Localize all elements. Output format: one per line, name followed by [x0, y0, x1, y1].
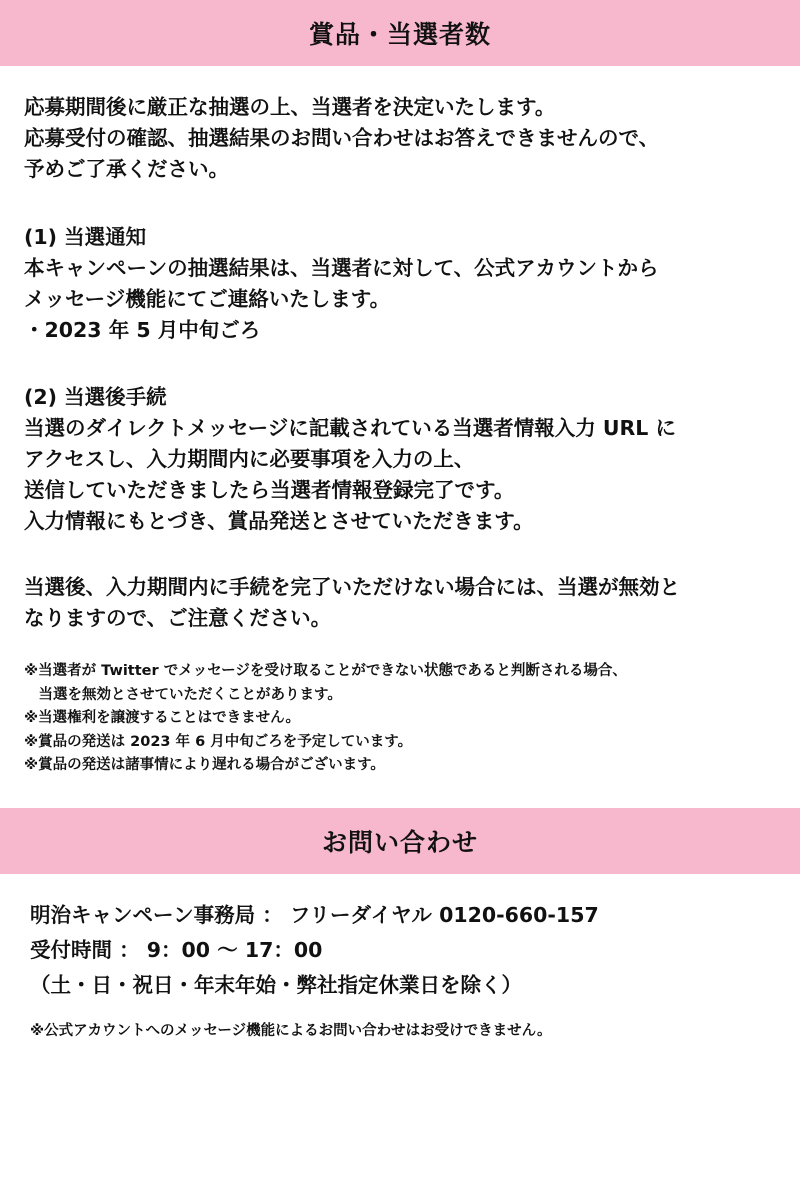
note-line: ※当選権利を譲渡することはできません。	[24, 710, 300, 726]
intro-line: 予めご了承ください。	[24, 157, 229, 181]
notification-date: ・2023 年 5 月中旬ごろ	[24, 318, 261, 342]
note-line: ※当選者が Twitter でメッセージを受け取ることができない状態であると判断される場合、	[24, 663, 627, 679]
intro-line: 応募期間後に厳正な抽選の上、当選者を決定いたします。	[24, 95, 556, 119]
contact-note: ※公式アカウントへのメッセージ機能によるお問い合わせはお受けできません。	[30, 1023, 552, 1039]
contact-hours-line: 受付時間 ： 9：00 ～ 17：00	[30, 938, 323, 962]
note-line: ※賞品の発送は諸事情により遅れる場合がございます。	[24, 757, 385, 773]
warning-block	[24, 572, 794, 634]
contact-section-header	[0, 808, 800, 874]
procedure-block	[24, 382, 794, 537]
procedure-line: 当選のダイレクトメッセージに記載されている当選者情報入力 URL に	[24, 416, 677, 440]
intro-paragraph	[24, 92, 794, 185]
contact-section-title: お問い合わせ	[321, 828, 478, 857]
notification-line: 本キャンペーンの抽選結果は、当選者に対して、公式アカウントから	[24, 256, 659, 280]
notification-block	[24, 222, 794, 346]
contact-office-line: 明治キャンペーン事務局 ： フリーダイヤル 0120-660-157	[30, 903, 599, 927]
intro-line: 応募受付の確認、抽選結果のお問い合わせはお答えできませんので、	[24, 126, 660, 150]
procedure-line: 入力情報にもとづき、賞品発送とさせていただきます。	[24, 509, 534, 533]
prize-section-header	[0, 0, 800, 66]
note-line: 当選を無効とさせていただくことがあります。	[24, 686, 342, 703]
warning-line: 当選後、入力期間内に手続を完了いただけない場合には、当選が無効と	[24, 575, 680, 599]
contact-note-block	[30, 1020, 800, 1043]
contact-info-block	[30, 898, 800, 1003]
contact-closed-line: （土・日・祝日・年末年始・弊社指定休業日を除く）	[30, 973, 522, 997]
notification-line: メッセージ機能にてご連絡いたします。	[24, 287, 391, 311]
prize-section-title: 賞品・当選者数	[308, 20, 491, 49]
procedure-line: 送信していただきましたら当選者情報登録完了です。	[24, 478, 515, 502]
notification-heading: (1) 当選通知	[24, 225, 147, 249]
procedure-line: アクセスし、入力期間内に必要事項を入力の上、	[24, 447, 475, 471]
notes-block	[24, 660, 794, 778]
warning-line: なりますので、ご注意ください。	[24, 606, 332, 630]
note-line: ※賞品の発送は 2023 年 6 月中旬ごろを予定しています。	[24, 733, 413, 750]
procedure-heading: (2) 当選後手続	[24, 385, 167, 409]
